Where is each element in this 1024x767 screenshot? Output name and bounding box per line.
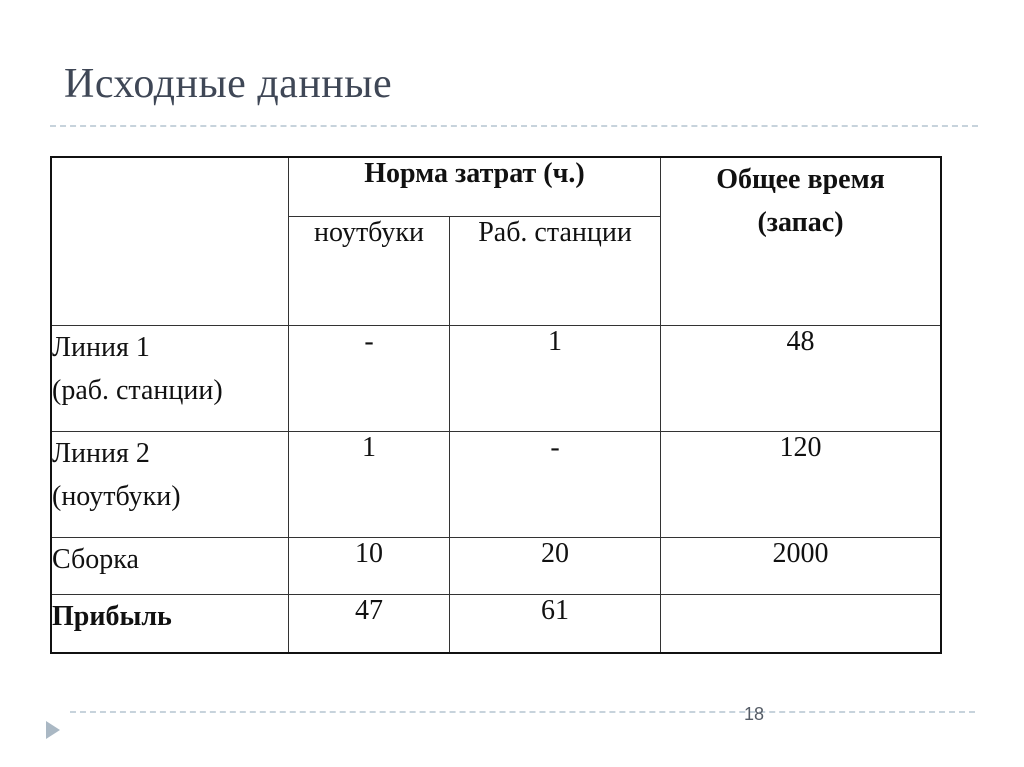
table-row (51, 595, 941, 654)
row-label: Прибыль (51, 595, 289, 654)
header-total-line1: Общее время (716, 164, 885, 195)
row-label-line1: Линия 1 (52, 332, 150, 363)
cell-total: 2000 (661, 538, 942, 595)
row-label: Сборка (51, 538, 289, 595)
cell-total: 120 (661, 432, 942, 538)
header-empty-cell (51, 157, 289, 326)
cell-workstations: - (450, 432, 661, 538)
header-total-line2: (запас) (757, 207, 844, 239)
triangle-arrow-icon (44, 719, 62, 741)
row-label-line1: Линия 2 (52, 438, 150, 469)
cell-workstations: 1 (450, 326, 661, 432)
cell-workstations: 20 (450, 538, 661, 595)
cell-laptops: 1 (289, 432, 450, 538)
header-laptops: ноутбуки (289, 217, 450, 326)
cell-workstations: 61 (450, 595, 661, 654)
cell-total (661, 595, 942, 654)
header-workstations: Раб. станции (450, 217, 661, 326)
table-row (51, 432, 941, 538)
header-cost-norm: Норма затрат (ч.) (289, 157, 661, 217)
row-label (51, 432, 289, 538)
table-row (51, 326, 941, 432)
page-number: 18 (744, 704, 765, 724)
row-label-line2: (раб. станции) (52, 375, 223, 407)
cell-laptops: 47 (289, 595, 450, 654)
table-row (51, 538, 941, 595)
cell-total: 48 (661, 326, 942, 432)
data-table (50, 156, 942, 654)
row-label-line2: (ноутбуки) (52, 481, 181, 513)
row-label (51, 326, 289, 432)
cell-laptops: 10 (289, 538, 450, 595)
table-header-row (51, 157, 941, 217)
title-divider (50, 125, 978, 127)
cell-laptops: - (289, 326, 450, 432)
slide-title: Исходные данные (64, 61, 393, 107)
footer-divider (70, 711, 975, 713)
header-total-time (661, 157, 942, 326)
